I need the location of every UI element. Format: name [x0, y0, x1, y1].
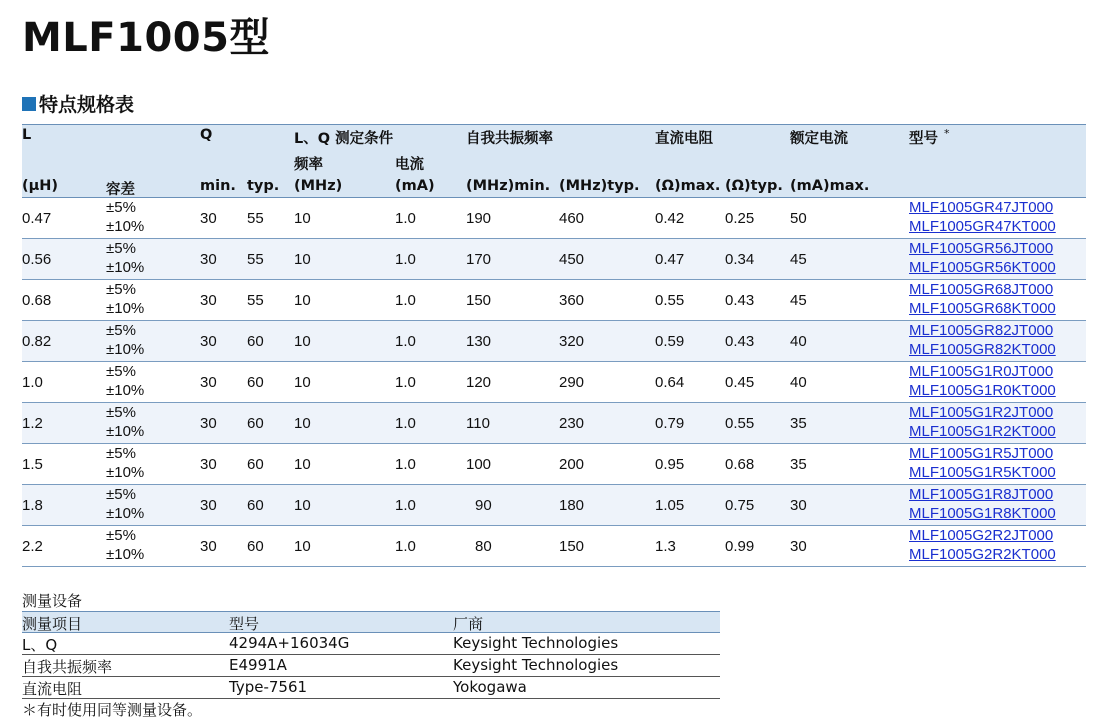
part-number-link[interactable]: MLF1005G2R2KT000: [909, 546, 1056, 563]
part-number-link[interactable]: MLF1005GR47JT000: [909, 199, 1054, 216]
cell-dcr-max: 0.47: [655, 251, 685, 268]
header-tolerance: 容差: [106, 182, 135, 198]
cell-srf-typ: 450: [559, 251, 585, 268]
cell-q-typ: 55: [247, 292, 264, 309]
table-row: [22, 403, 1086, 444]
cell-dcr-max: 0.95: [655, 456, 685, 473]
spec-table: [22, 124, 1086, 567]
table-row: [22, 198, 1086, 239]
cell-q-min: 30: [200, 292, 217, 309]
cell-q-min: 30: [200, 251, 217, 268]
cell-rated-current: 35: [790, 415, 807, 432]
cell-srf-min: 90: [475, 497, 492, 514]
part-number-link[interactable]: MLF1005G1R2KT000: [909, 423, 1056, 440]
cell-inductance: 0.68: [22, 292, 52, 309]
cell-dcr-typ: 0.43: [725, 333, 755, 350]
cell-dcr-typ: 0.34: [725, 251, 755, 268]
cell-q-typ: 60: [247, 497, 264, 514]
cell-tolerance-j: ±5%: [106, 486, 136, 503]
section-title-text: 特点规格表: [39, 94, 135, 116]
header-dcr: 直流电阻: [655, 131, 713, 147]
cell-srf-min: 170: [466, 251, 492, 268]
table-row: [22, 485, 1086, 526]
header-q: Q: [200, 127, 213, 143]
header-part-number: 型号: [909, 131, 938, 147]
cell-tolerance-j: ±5%: [106, 240, 136, 257]
cell-frequency: 10: [294, 497, 311, 514]
equipment-item: L、Q: [22, 636, 58, 654]
cell-current: 1.0: [395, 333, 416, 350]
cell-current: 1.0: [395, 456, 416, 473]
cell-dcr-max: 0.42: [655, 210, 685, 227]
cell-srf-min: 150: [466, 292, 492, 309]
cell-dcr-typ: 0.68: [725, 456, 755, 473]
cell-dcr-max: 0.64: [655, 374, 685, 391]
part-number-link[interactable]: MLF1005G2R2JT000: [909, 527, 1054, 544]
cell-frequency: 10: [294, 374, 311, 391]
cell-srf-typ: 360: [559, 292, 585, 309]
table-row: [22, 280, 1086, 321]
table-row: [22, 239, 1086, 280]
cell-dcr-max: 0.55: [655, 292, 685, 309]
cell-inductance: 1.5: [22, 456, 43, 473]
cell-tolerance-k: ±10%: [106, 546, 145, 563]
header-dcr-max: (Ω)max.: [655, 178, 721, 194]
equipment-header-maker: 厂商: [453, 615, 484, 633]
part-number-link[interactable]: MLF1005G1R2JT000: [909, 404, 1054, 421]
cell-dcr-typ: 0.55: [725, 415, 755, 432]
cell-srf-typ: 150: [559, 538, 585, 555]
part-number-link[interactable]: MLF1005G1R8JT000: [909, 486, 1054, 503]
cell-q-typ: 60: [247, 415, 264, 432]
header-dcr-typ: (Ω)typ.: [725, 178, 783, 194]
cell-srf-min: 120: [466, 374, 492, 391]
cell-tolerance-j: ±5%: [106, 363, 136, 380]
cell-frequency: 10: [294, 333, 311, 350]
cell-tolerance-j: ±5%: [106, 199, 136, 216]
equipment-model: E4991A: [229, 656, 287, 674]
cell-tolerance-j: ±5%: [106, 322, 136, 339]
cell-q-typ: 55: [247, 210, 264, 227]
cell-tolerance-k: ±10%: [106, 259, 145, 276]
cell-q-min: 30: [200, 333, 217, 350]
cell-tolerance-k: ±10%: [106, 505, 145, 522]
equipment-table: [22, 611, 720, 699]
part-number-link[interactable]: MLF1005GR56KT000: [909, 259, 1056, 276]
cell-inductance: 2.2: [22, 538, 43, 555]
cell-srf-typ: 180: [559, 497, 585, 514]
cell-inductance: 1.8: [22, 497, 43, 514]
cell-rated-current: 30: [790, 538, 807, 555]
cell-current: 1.0: [395, 415, 416, 432]
equipment-header-model: 型号: [229, 615, 260, 633]
cell-frequency: 10: [294, 210, 311, 227]
equipment-item: 直流电阻: [22, 680, 83, 698]
header-q-min: min.: [200, 178, 236, 194]
header-frequency: 频率: [294, 157, 323, 173]
cell-inductance: 1.0: [22, 374, 43, 391]
table-row: [22, 526, 1086, 567]
header-unit-uh: (μH): [22, 178, 59, 194]
cell-dcr-max: 1.05: [655, 497, 685, 514]
part-number-link[interactable]: MLF1005G1R0JT000: [909, 363, 1054, 380]
cell-q-min: 30: [200, 456, 217, 473]
spec-table-header: [22, 124, 1086, 198]
cell-tolerance-k: ±10%: [106, 341, 145, 358]
section-square-icon: [22, 97, 36, 111]
cell-dcr-typ: 0.99: [725, 538, 755, 555]
part-number-link[interactable]: MLF1005GR56JT000: [909, 240, 1054, 257]
header-unit-ma: (mA): [395, 178, 435, 194]
cell-inductance: 1.2: [22, 415, 43, 432]
part-number-link[interactable]: MLF1005G1R8KT000: [909, 505, 1056, 522]
equipment-model: Type-7561: [229, 678, 308, 696]
equipment-header: [22, 611, 720, 633]
cell-dcr-max: 1.3: [655, 538, 676, 555]
part-number-link[interactable]: MLF1005GR68KT000: [909, 300, 1056, 317]
cell-current: 1.0: [395, 538, 416, 555]
cell-srf-typ: 460: [559, 210, 585, 227]
cell-current: 1.0: [395, 497, 416, 514]
cell-inductance: 0.56: [22, 251, 52, 268]
part-number-link[interactable]: MLF1005GR82JT000: [909, 322, 1054, 339]
equipment-maker: Keysight Technologies: [453, 634, 619, 652]
cell-q-typ: 60: [247, 538, 264, 555]
cell-dcr-typ: 0.45: [725, 374, 755, 391]
header-conditions: L、Q 测定条件: [294, 131, 394, 147]
cell-dcr-max: 0.79: [655, 415, 685, 432]
cell-frequency: 10: [294, 415, 311, 432]
part-number-link[interactable]: MLF1005G1R5KT000: [909, 464, 1056, 481]
cell-rated-current: 35: [790, 456, 807, 473]
cell-frequency: 10: [294, 251, 311, 268]
header-current: 电流: [395, 157, 424, 173]
header-srf-min: (MHz)min.: [466, 178, 551, 194]
cell-tolerance-j: ±5%: [106, 281, 136, 298]
cell-frequency: 10: [294, 292, 311, 309]
cell-rated-current: 50: [790, 210, 807, 227]
header-rated-current: 额定电流: [790, 131, 848, 147]
cell-tolerance-k: ±10%: [106, 423, 145, 440]
part-number-link[interactable]: MLF1005GR82KT000: [909, 341, 1056, 358]
header-rated-max: (mA)max.: [790, 178, 870, 194]
cell-srf-typ: 290: [559, 374, 585, 391]
equipment-item: 自我共振频率: [22, 658, 113, 676]
cell-q-min: 30: [200, 497, 217, 514]
cell-tolerance-k: ±10%: [106, 300, 145, 317]
table-row: [22, 362, 1086, 403]
cell-srf-min: 80: [475, 538, 492, 555]
equipment-title: 测量设备: [22, 592, 83, 610]
cell-rated-current: 40: [790, 333, 807, 350]
cell-dcr-typ: 0.75: [725, 497, 755, 514]
header-l: L: [22, 127, 32, 143]
cell-q-min: 30: [200, 210, 217, 227]
cell-tolerance-k: ±10%: [106, 218, 145, 235]
cell-dcr-max: 0.59: [655, 333, 685, 350]
cell-tolerance-k: ±10%: [106, 464, 145, 481]
cell-srf-typ: 230: [559, 415, 585, 432]
cell-current: 1.0: [395, 292, 416, 309]
equipment-header-item: 测量项目: [22, 615, 83, 633]
cell-frequency: 10: [294, 456, 311, 473]
header-srf: 自我共振频率: [466, 131, 553, 147]
part-number-link[interactable]: MLF1005GR47KT000: [909, 218, 1056, 235]
cell-q-typ: 60: [247, 374, 264, 391]
cell-srf-min: 110: [466, 415, 490, 432]
equipment-row: [22, 655, 720, 677]
cell-srf-min: 190: [466, 210, 492, 227]
header-unit-mhz: (MHz): [294, 178, 343, 194]
cell-q-typ: 60: [247, 456, 264, 473]
equipment-row: [22, 633, 720, 655]
cell-current: 1.0: [395, 210, 416, 227]
equipment-row: [22, 677, 720, 699]
cell-srf-min: 100: [466, 456, 492, 473]
cell-inductance: 0.82: [22, 333, 52, 350]
cell-tolerance-j: ±5%: [106, 527, 136, 544]
cell-dcr-typ: 0.43: [725, 292, 755, 309]
cell-dcr-typ: 0.25: [725, 210, 755, 227]
part-number-link[interactable]: MLF1005GR68JT000: [909, 281, 1054, 298]
cell-tolerance-j: ±5%: [106, 445, 136, 462]
part-number-link[interactable]: MLF1005G1R5JT000: [909, 445, 1054, 462]
cell-q-min: 30: [200, 374, 217, 391]
table-row: [22, 321, 1086, 362]
cell-q-typ: 55: [247, 251, 264, 268]
cell-frequency: 10: [294, 538, 311, 555]
equipment-maker: Yokogawa: [453, 678, 527, 696]
cell-rated-current: 45: [790, 292, 807, 309]
table-row: [22, 444, 1086, 485]
cell-srf-typ: 320: [559, 333, 585, 350]
equipment-model: 4294A+16034G: [229, 634, 350, 652]
cell-q-typ: 60: [247, 333, 264, 350]
header-part-mark: *: [944, 127, 950, 140]
equipment-maker: Keysight Technologies: [453, 656, 619, 674]
cell-rated-current: 40: [790, 374, 807, 391]
cell-q-min: 30: [200, 538, 217, 555]
section-title: [22, 90, 134, 117]
cell-current: 1.0: [395, 251, 416, 268]
page-title: MLF1005型: [22, 15, 270, 61]
cell-tolerance-k: ±10%: [106, 382, 145, 399]
footnote: ＊有时使用同等测量设备。: [22, 701, 203, 719]
cell-q-min: 30: [200, 415, 217, 432]
cell-rated-current: 30: [790, 497, 807, 514]
cell-srf-typ: 200: [559, 456, 585, 473]
part-number-link[interactable]: MLF1005G1R0KT000: [909, 382, 1056, 399]
cell-tolerance-j: ±5%: [106, 404, 136, 421]
cell-srf-min: 130: [466, 333, 492, 350]
header-srf-typ: (MHz)typ.: [559, 178, 640, 194]
header-q-typ: typ.: [247, 178, 280, 194]
cell-inductance: 0.47: [22, 210, 52, 227]
cell-current: 1.0: [395, 374, 416, 391]
cell-rated-current: 45: [790, 251, 807, 268]
